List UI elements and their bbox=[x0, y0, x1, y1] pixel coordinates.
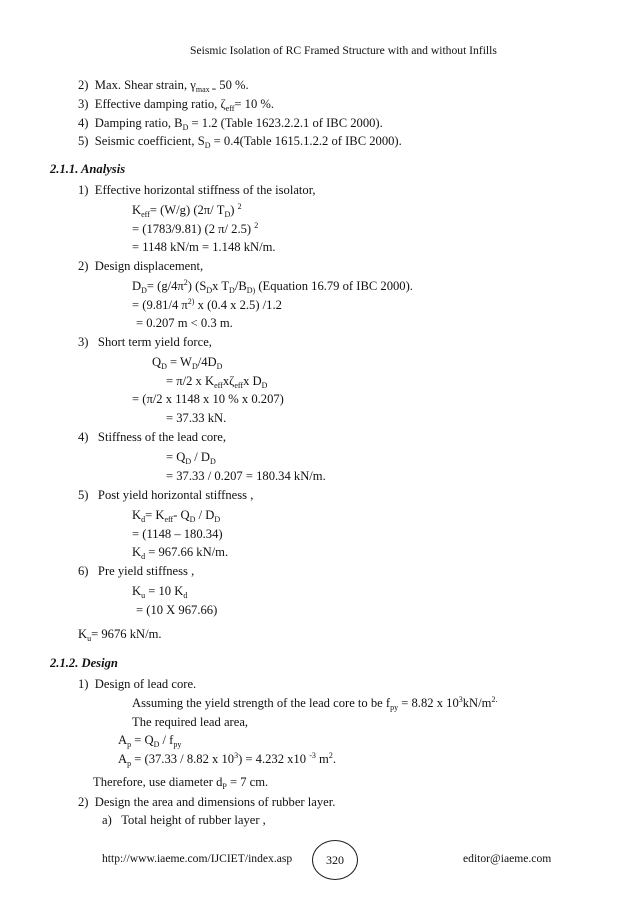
equation-line: $A_p = (37.33 / 8.82$ x $10^3) = 4.232$ x10 $^{-3}$ $m^2$. bbox=[118, 751, 336, 768]
list-item: 1) Effective horizontal stiffness of the isolator, bbox=[78, 183, 316, 197]
list-item: 3) Short term yield force, bbox=[78, 335, 212, 349]
equation-line: = 37.33 kN. bbox=[166, 411, 227, 425]
footer-email: editor@iaeme.com bbox=[463, 852, 552, 865]
running-header: Seismic Isolation of RC Framed Structure with and without Infills bbox=[190, 44, 497, 57]
equation-line: = (10 X 967.66) bbox=[136, 603, 218, 617]
equation-line: = (1783/9.81) (2 π/ 2.5) $^2$ bbox=[132, 221, 259, 236]
paragraph-line: The required lead area, bbox=[132, 715, 249, 729]
equation-line: = 0.207 m < 0.3 m. bbox=[136, 316, 233, 330]
equation-line: $K_{eff}= (W/g)$ (2π/ $T_D$) $^2$ bbox=[132, 202, 242, 219]
list-item: 2) Design displacement, bbox=[78, 259, 204, 273]
equation-line: = (π/2 x 1148 x 10 % x 0.207) bbox=[132, 392, 284, 406]
list-item: 2) Design the area and dimensions of rubber layer. bbox=[78, 795, 336, 809]
equation-line: $A_p = Q_D / f_{py}$ bbox=[118, 733, 182, 749]
list-item: 5) Post yield horizontal stiffness , bbox=[78, 488, 254, 502]
paragraph-line: Assuming the yield strength of the lead core to be $f_{py} = 8.82$ x $10^3kN/m^{2.}$ bbox=[132, 695, 498, 712]
list-item: 4) Stiffness of the lead core, bbox=[78, 430, 227, 444]
equation-line: $D_D= (g/4\pi^2)$ ($S_Dx$ $T_D/B_{D)}$ (Equation 16.79 of IBC 2000). bbox=[132, 278, 413, 295]
equation-line: = π/2 x $K_{eff}x\zeta_{eff}x$ $D_D$ bbox=[166, 374, 268, 390]
equation-line: = $Q_D / D_D$ bbox=[166, 450, 216, 466]
equation-line: $K_d = 967.66$ kN/m. bbox=[132, 545, 229, 561]
equation-line: $Q_D = W_D/4D_D$ bbox=[152, 355, 223, 371]
list-item: 2) Max. Shear strain, $\gamma_{max =}$ 50 %. bbox=[78, 78, 249, 94]
section-heading-design: 2.1.2. Design bbox=[50, 656, 118, 670]
equation-line: $K_u = 10$ $K_d$ bbox=[132, 584, 188, 600]
equation-line: $K_d= K_{eff}-$ $Q_D / D_D$ bbox=[132, 508, 221, 524]
equation-line: = (1148 – 180.34) bbox=[132, 527, 223, 541]
list-item: 6) Pre yield stiffness , bbox=[78, 564, 195, 578]
list-item: 4) Damping ratio, $B_D = 1.2$ (Table 1623.2.2.1 of IBC 2000). bbox=[78, 116, 383, 132]
list-item: 1) Design of lead core. bbox=[78, 677, 197, 691]
equation-line: = 1148 kN/m = 1.148 kN/m. bbox=[132, 240, 276, 254]
paragraph-line: Therefore, use diameter $d_P = 7$ cm. bbox=[93, 775, 269, 791]
equation-line: = 37.33 / 0.207 = 180.34 kN/m. bbox=[166, 469, 326, 483]
list-item: 5) Seismic coefficient, $S_D$ = 0.4(Table 1615.1.2.2 of IBC 2000). bbox=[78, 134, 402, 150]
footer-url: http://www.iaeme.com/IJCIET/index.asp bbox=[102, 852, 293, 865]
equation-line: = (9.81/4 $\pi^{2)}$ x (0.4 x 2.5) /1.2 bbox=[132, 297, 282, 312]
list-item: 3) Effective damping ratio, $\zeta_{eff}= 10$ %. bbox=[78, 97, 275, 113]
equation-line: $K_u= 9676$ kN/m. bbox=[78, 627, 162, 643]
section-heading-analysis: 2.1.1. Analysis bbox=[50, 162, 126, 176]
list-item: a) Total height of rubber layer , bbox=[102, 813, 266, 827]
page-number: 320 bbox=[326, 852, 344, 867]
page-number-badge bbox=[312, 840, 358, 880]
